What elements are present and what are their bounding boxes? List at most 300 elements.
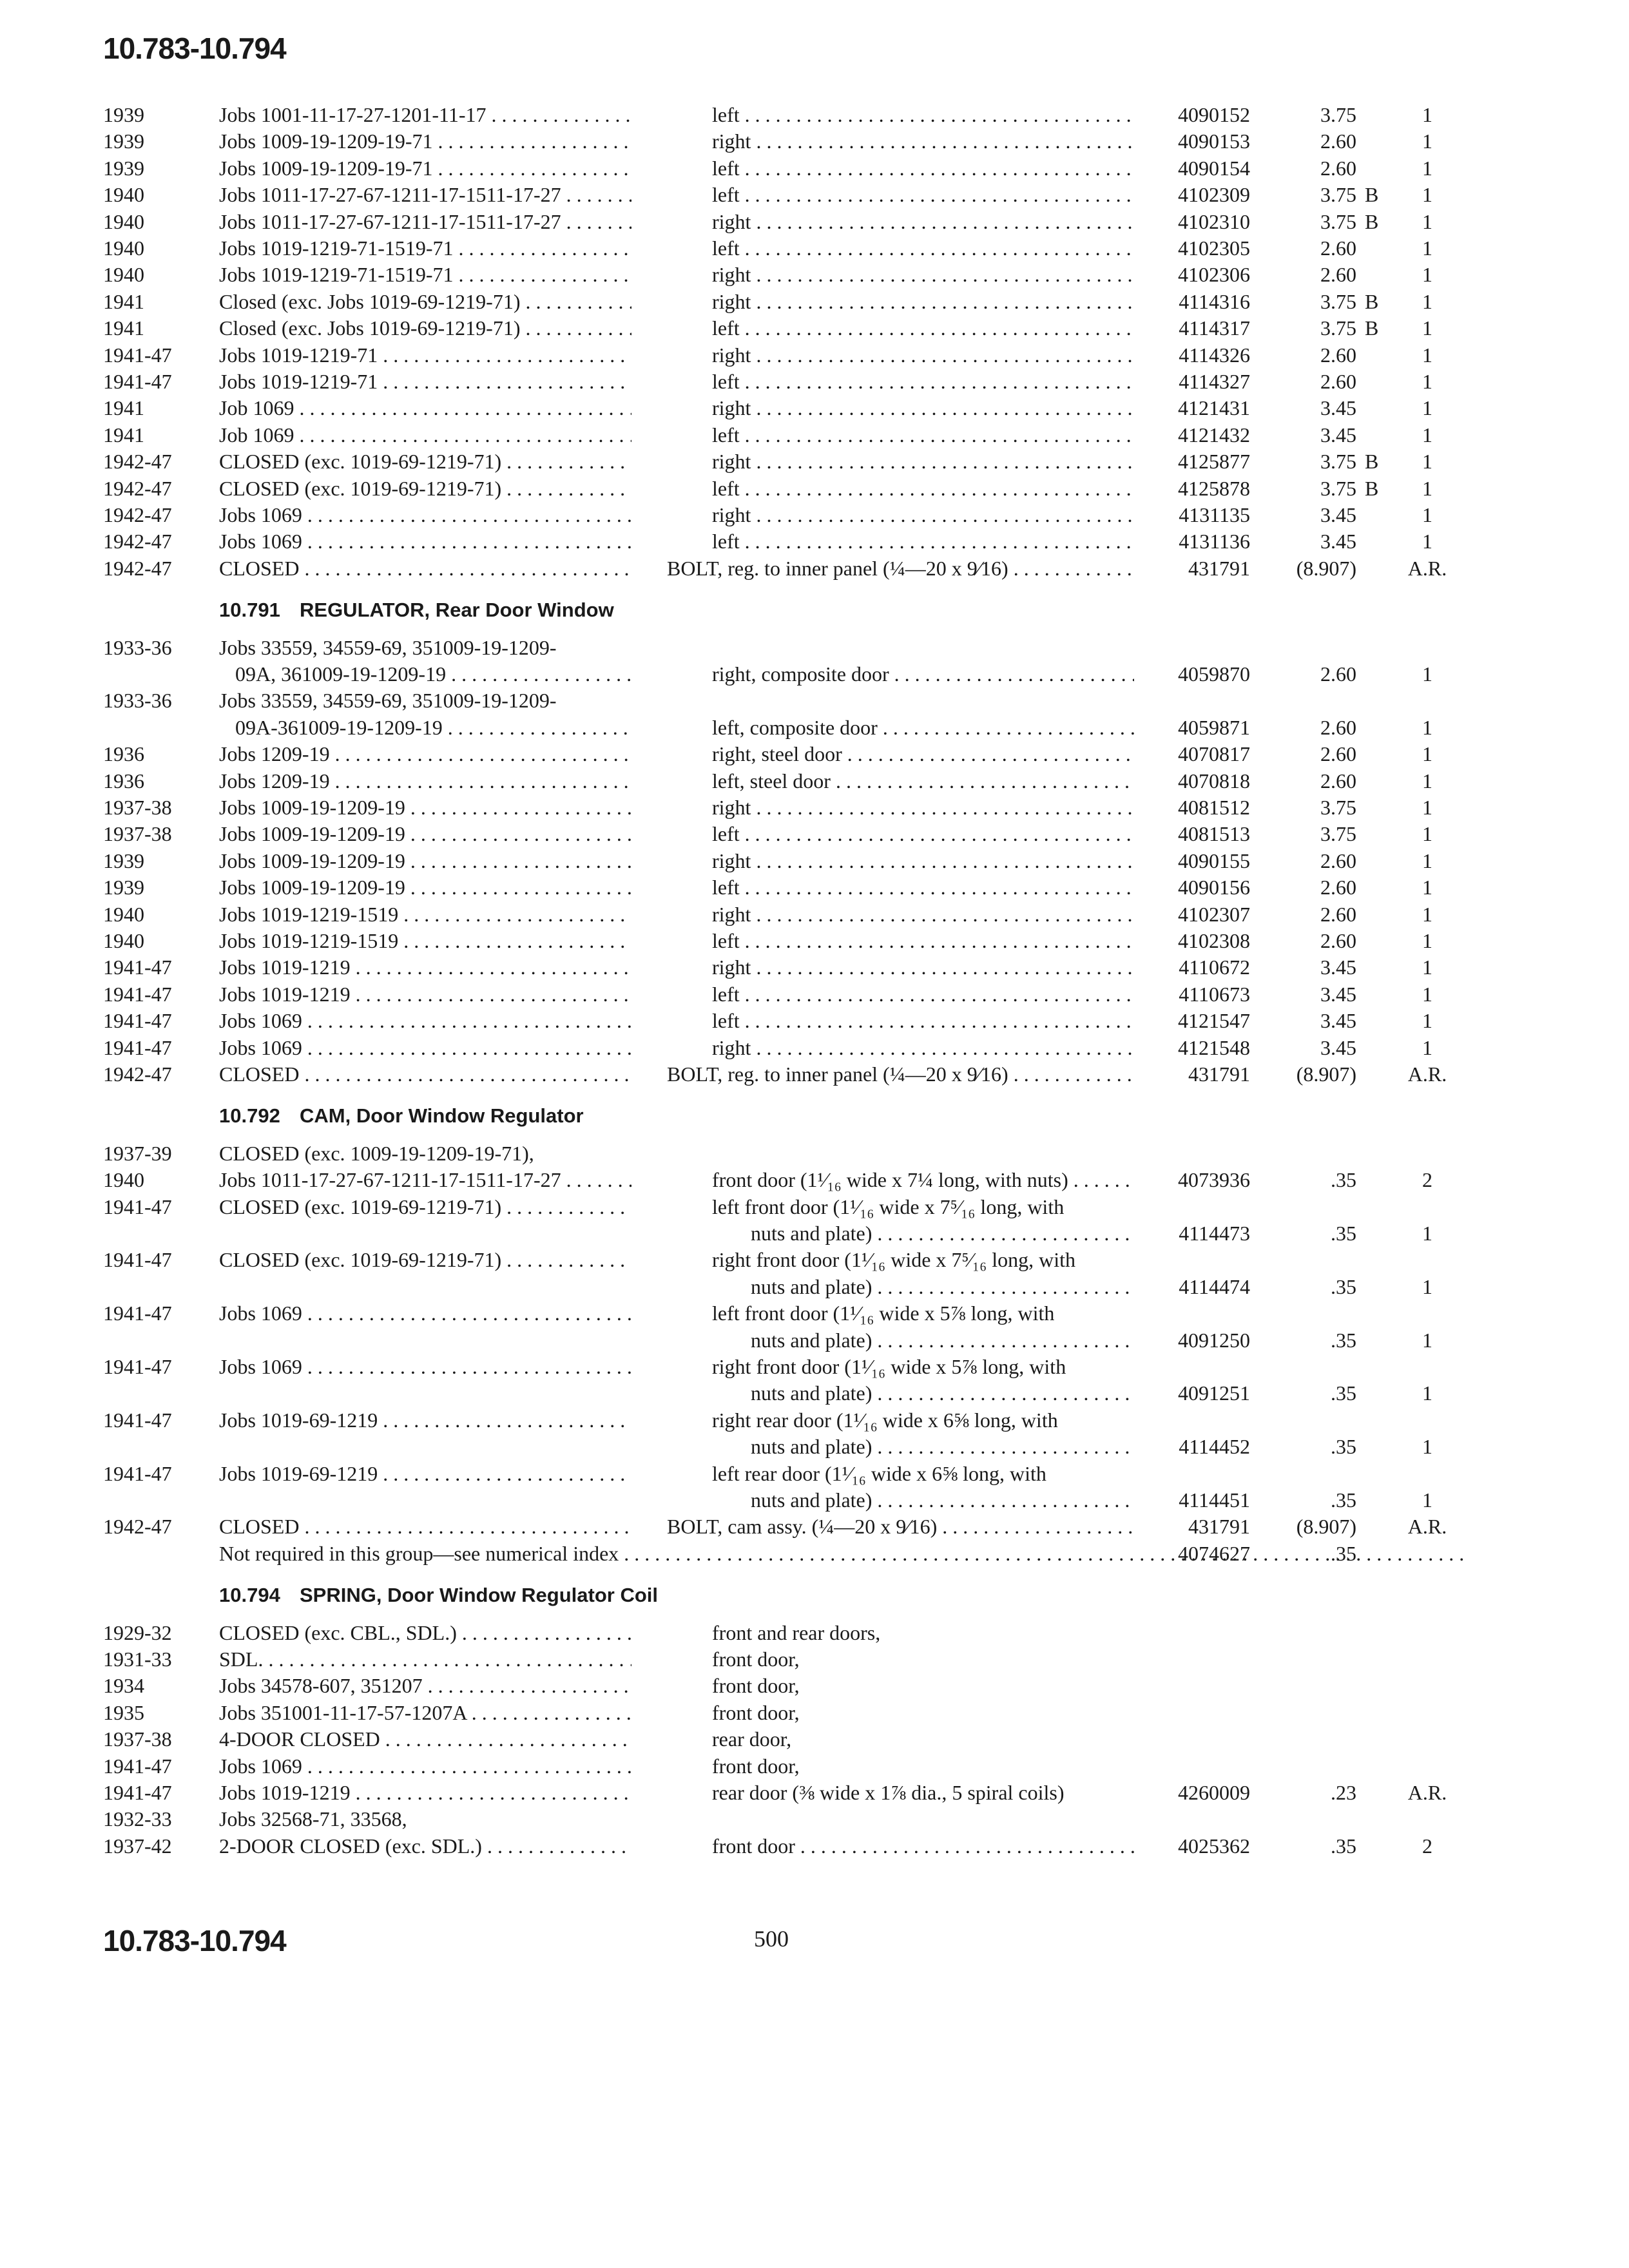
part-number: 4070817 [1178, 742, 1250, 766]
part-price: 2.60 [1320, 263, 1356, 287]
row-description: right . . . [712, 289, 1134, 314]
row-year: 1941-47 [103, 1355, 172, 1378]
row-description: right, steel door . . . [712, 741, 1134, 767]
row-year: 1941-47 [103, 1009, 172, 1033]
row-application: Closed (exc. Jobs 1019-69-1219-71) . . . [219, 315, 631, 341]
row-application: Jobs 1069 . . . [219, 1008, 631, 1033]
row-description: right . . . [712, 448, 1134, 474]
row-description: right . . . [712, 848, 1134, 874]
catalog-row [0, 1380, 1629, 1406]
catalog-row [0, 1140, 1629, 1166]
part-price: 2.60 [1320, 130, 1356, 153]
quantity: 1 [1422, 1488, 1432, 1512]
row-description: nuts and plate) . . . [751, 1434, 1134, 1459]
part-number: 4121548 [1178, 1035, 1250, 1059]
row-application: Jobs 1019-1219-71 . . . [219, 369, 631, 394]
catalog-row [0, 661, 1629, 687]
part-number: 431791 [1188, 1515, 1250, 1539]
row-application: Jobs 1011-17-27-67-1211-17-1511-17-27 . . . [219, 182, 631, 207]
row-year: 1940 [103, 902, 144, 926]
row-application: CLOSED . . . [219, 1061, 631, 1087]
part-number: 4114316 [1179, 289, 1250, 313]
row-application: Jobs 1019-1219-1519 . . . [219, 928, 631, 954]
quantity: 1 [1422, 715, 1432, 739]
row-description: left . . . [712, 182, 1134, 207]
row-description: left, steel door . . . [712, 768, 1134, 794]
row-year: 1936 [103, 769, 144, 793]
quantity: 1 [1422, 929, 1432, 952]
row-year: 1941-47 [103, 343, 172, 367]
row-application: Jobs 1019-1219-71-1519-71 . . . [219, 262, 631, 287]
part-number: 4073936 [1178, 1168, 1250, 1192]
part-number: 4090155 [1178, 849, 1250, 872]
row-year: 1941 [103, 316, 144, 340]
part-price: 3.45 [1320, 1035, 1356, 1059]
row-year: 1941 [103, 289, 144, 313]
catalog-row [0, 555, 1629, 581]
catalog-row [0, 1327, 1629, 1353]
row-application: Jobs 1209-19 . . . [219, 741, 631, 767]
price-flag: B [1365, 450, 1379, 474]
part-price: .35 [1331, 1488, 1356, 1512]
row-year: 1941-47 [103, 1461, 172, 1485]
catalog-row [0, 1354, 1629, 1379]
part-number: 4114327 [1179, 370, 1250, 393]
part-price: 3.75 [1320, 289, 1356, 313]
row-year: 1942-47 [103, 503, 172, 526]
row-description: left . . . [712, 476, 1134, 501]
row-application: Jobs 1009-19-1209-19 . . . [219, 821, 631, 847]
part-price: 2.60 [1320, 370, 1356, 393]
row-year: 1941-47 [103, 1754, 172, 1778]
row-description: right . . . [712, 954, 1134, 980]
part-price: 2.60 [1320, 662, 1356, 686]
part-number: 4114473 [1179, 1222, 1250, 1245]
catalog-row [0, 182, 1629, 207]
row-year: 1941 [103, 423, 144, 447]
row-application: 4-DOOR CLOSED . . . [219, 1726, 631, 1752]
row-description: front door, [712, 1674, 800, 1698]
part-price: 3.75 [1320, 209, 1356, 233]
catalog-row [0, 1620, 1629, 1646]
row-application: CLOSED (exc. 1019-69-1219-71) . . . [219, 1247, 631, 1273]
catalog-row [0, 342, 1629, 368]
catalog-row [0, 1300, 1629, 1326]
part-price: 3.45 [1320, 530, 1356, 553]
part-price: 3.45 [1320, 956, 1356, 979]
catalog-row [0, 1487, 1629, 1513]
row-application: Jobs 1009-19-1209-19 . . . [219, 794, 631, 820]
row-application: Jobs 1011-17-27-67-1211-17-1511-17-27 . . . [219, 209, 631, 235]
quantity: 1 [1422, 1274, 1432, 1298]
catalog-row [0, 1434, 1629, 1459]
part-price: .35 [1331, 1168, 1356, 1192]
row-year: 1937-39 [103, 1141, 172, 1165]
catalog-row [0, 235, 1629, 261]
row-application: Jobs 1019-1219 . . . [219, 981, 631, 1007]
row-year: 1942-47 [103, 1062, 172, 1086]
catalog-row [0, 1247, 1629, 1273]
catalog-row [0, 794, 1629, 820]
row-year: 1941-47 [103, 982, 172, 1006]
part-price: 3.75 [1320, 476, 1356, 500]
row-description: nuts and plate) . . . [751, 1220, 1134, 1246]
row-year: 1937-42 [103, 1834, 172, 1858]
catalog-row [0, 102, 1629, 128]
row-year: 1942-47 [103, 450, 172, 474]
part-price: 2.60 [1320, 236, 1356, 260]
row-year: 1940 [103, 236, 144, 260]
row-description: right . . . [712, 395, 1134, 421]
part-number: 4114474 [1179, 1274, 1250, 1298]
section-title: REGULATOR, Rear Door Window [300, 599, 614, 622]
part-number: 4125878 [1178, 476, 1250, 500]
quantity: 1 [1422, 849, 1432, 872]
row-application: Jobs 1009-19-1209-19 . . . [219, 874, 631, 900]
part-price: .35 [1331, 1834, 1356, 1858]
catalog-row [0, 476, 1629, 501]
row-description: left . . . [712, 235, 1134, 261]
catalog-row [0, 981, 1629, 1007]
row-year: 1936 [103, 742, 144, 766]
row-year: 1942-47 [103, 1515, 172, 1539]
part-number: 431791 [1188, 1062, 1250, 1086]
quantity: 1 [1422, 662, 1432, 686]
catalog-row [0, 635, 1629, 660]
row-year: 1942-47 [103, 556, 172, 580]
catalog-row [0, 528, 1629, 554]
price-flag: B [1365, 476, 1379, 500]
row-year: 1933-36 [103, 689, 172, 713]
row-year: 1931-33 [103, 1648, 172, 1671]
part-number: 4102309 [1178, 183, 1250, 207]
row-description: front door, [712, 1754, 800, 1778]
row-description: left . . . [712, 422, 1134, 448]
catalog-row [0, 1035, 1629, 1061]
price-flag: B [1365, 289, 1379, 313]
part-price: (8.907) [1296, 556, 1356, 580]
catalog-row [0, 422, 1629, 448]
part-number: 4114452 [1179, 1435, 1250, 1459]
section-title: SPRING, Door Window Regulator Coil [300, 1584, 658, 1607]
quantity: 1 [1422, 209, 1432, 233]
row-description: rear door, [712, 1727, 792, 1751]
part-price: .35 [1331, 1541, 1356, 1565]
section-heading [0, 597, 1629, 623]
row-description: nuts and plate) . . . [751, 1274, 1134, 1300]
catalog-row [0, 315, 1629, 341]
row-description: BOLT, cam assy. (¼—20 x 9⁄16) . . . [667, 1514, 1134, 1539]
row-year: 1935 [103, 1700, 144, 1724]
row-application: Jobs 33559, 34559-69, 351009-19-1209- [219, 635, 557, 659]
page-header-range: 10.783-10.794 [103, 32, 286, 65]
catalog-row [0, 821, 1629, 847]
catalog-row [0, 209, 1629, 235]
part-price: 2.60 [1320, 343, 1356, 367]
row-application: Not required in this group—see numerical index . . . [219, 1541, 1134, 1566]
part-number: 4110672 [1179, 956, 1250, 979]
row-year: 1941-47 [103, 1195, 172, 1218]
part-price: .23 [1331, 1781, 1356, 1804]
quantity: 1 [1422, 263, 1432, 287]
quantity: 1 [1422, 1035, 1432, 1059]
row-application: CLOSED . . . [219, 555, 631, 581]
row-application: Jobs 1009-19-1209-19 . . . [219, 848, 631, 874]
part-price: .35 [1331, 1274, 1356, 1298]
row-application: CLOSED (exc. 1019-69-1219-71) . . . [219, 448, 631, 474]
row-application: Jobs 1069 . . . [219, 528, 631, 554]
part-number: 4090152 [1178, 103, 1250, 126]
row-description: right rear door (1¹⁄₁₆ wide x 6⅝ long, with [712, 1408, 1058, 1432]
part-number: 4102310 [1178, 209, 1250, 233]
row-application: Jobs 1009-19-1209-19-71 . . . [219, 128, 631, 154]
quantity: 1 [1422, 503, 1432, 526]
quantity: 1 [1422, 982, 1432, 1006]
part-price: .35 [1331, 1222, 1356, 1245]
catalog-row [0, 1407, 1629, 1433]
row-year: 1941 [103, 396, 144, 420]
part-price: 2.60 [1320, 902, 1356, 926]
row-year: 1941-47 [103, 1302, 172, 1325]
part-number: 4091250 [1178, 1328, 1250, 1352]
part-number: 431791 [1188, 556, 1250, 580]
row-description: left . . . [712, 102, 1134, 128]
part-price: 3.45 [1320, 503, 1356, 526]
quantity: 1 [1422, 396, 1432, 420]
catalog-row [0, 1061, 1629, 1087]
row-application: Jobs 1001-11-17-27-1201-11-17 . . . [219, 102, 631, 128]
part-price: 3.75 [1320, 796, 1356, 819]
row-application: Jobs 1019-1219-1519 . . . [219, 901, 631, 927]
row-description: right . . . [712, 209, 1134, 235]
part-number: 4260009 [1178, 1781, 1250, 1804]
row-year: 1937-38 [103, 796, 172, 819]
row-description: nuts and plate) . . . [751, 1380, 1134, 1406]
part-number: 4114317 [1179, 316, 1250, 340]
row-year: 1937-38 [103, 822, 172, 846]
row-application: CLOSED (exc. 1019-69-1219-71) . . . [219, 476, 631, 501]
part-price: 3.75 [1320, 183, 1356, 207]
part-number: 4121547 [1178, 1009, 1250, 1033]
catalog-row [0, 768, 1629, 794]
part-price: 2.60 [1320, 876, 1356, 899]
quantity: 1 [1422, 289, 1432, 313]
row-description: front door . . . [712, 1833, 1134, 1859]
part-number: 4090154 [1178, 156, 1250, 180]
part-number: 4131136 [1179, 530, 1250, 553]
row-description: right . . . [712, 262, 1134, 287]
part-price: 3.75 [1320, 450, 1356, 474]
quantity: A.R. [1407, 556, 1447, 580]
part-number: 4090156 [1178, 876, 1250, 899]
row-year: 1942-47 [103, 530, 172, 553]
part-price: (8.907) [1296, 1062, 1356, 1086]
catalog-row [0, 954, 1629, 980]
quantity: 1 [1422, 956, 1432, 979]
row-application: Jobs 1009-19-1209-19-71 . . . [219, 155, 631, 181]
row-application: 2-DOOR CLOSED (exc. SDL.) . . . [219, 1833, 631, 1859]
price-flag: B [1365, 209, 1379, 233]
row-application: Jobs 34578-607, 351207 . . . [219, 1673, 631, 1698]
catalog-row [0, 874, 1629, 900]
row-year: 1934 [103, 1674, 144, 1698]
row-description: right . . . [712, 502, 1134, 528]
row-application: CLOSED . . . [219, 1514, 631, 1539]
part-price: 3.45 [1320, 982, 1356, 1006]
part-price: 2.60 [1320, 156, 1356, 180]
row-description: left . . . [712, 821, 1134, 847]
catalog-row [0, 1541, 1629, 1566]
row-description: nuts and plate) . . . [751, 1487, 1134, 1513]
row-description: left . . . [712, 369, 1134, 394]
row-application: CLOSED (exc. 1019-69-1219-71) . . . [219, 1194, 631, 1220]
part-price: .35 [1331, 1435, 1356, 1459]
row-application: Jobs 1069 . . . [219, 502, 631, 528]
quantity: 1 [1422, 156, 1432, 180]
page-footer-range: 10.783-10.794 [103, 1924, 286, 1957]
row-description: BOLT, reg. to inner panel (¼—20 x 9⁄16) . . . [667, 555, 1134, 581]
page-number: 500 [754, 1926, 789, 1952]
row-application: Jobs 1069 . . . [219, 1753, 631, 1779]
row-year: 1941-47 [103, 1248, 172, 1272]
part-number: 4081512 [1178, 796, 1250, 819]
part-number: 4091251 [1178, 1381, 1250, 1405]
row-application: Jobs 1069 . . . [219, 1035, 631, 1061]
catalog-row [0, 1780, 1629, 1805]
part-price: 2.60 [1320, 769, 1356, 793]
row-application: Jobs 1019-1219-71-1519-71 . . . [219, 235, 631, 261]
price-flag: B [1365, 316, 1379, 340]
row-application: Jobs 33559, 34559-69, 351009-19-1209- [219, 689, 557, 713]
quantity: 1 [1422, 1381, 1432, 1405]
row-year: 1939 [103, 103, 144, 126]
quantity: 1 [1422, 1009, 1432, 1033]
row-description: right, composite door . . . [712, 661, 1134, 687]
catalog-row [0, 1461, 1629, 1486]
catalog-row [0, 1194, 1629, 1220]
row-year: 1940 [103, 1168, 144, 1192]
row-description: right front door (1¹⁄₁₆ wide x 5⅞ long, with [712, 1355, 1066, 1378]
catalog-row [0, 901, 1629, 927]
row-description: right . . . [712, 1035, 1134, 1061]
quantity: 1 [1422, 742, 1432, 766]
row-year: 1939 [103, 876, 144, 899]
part-number: 4102306 [1178, 263, 1250, 287]
row-year: 1942-47 [103, 476, 172, 500]
row-description: left . . . [712, 528, 1134, 554]
row-application: Jobs 351001-11-17-57-1207A . . . [219, 1700, 631, 1725]
catalog-row [0, 1700, 1629, 1725]
section-title: CAM, Door Window Regulator [300, 1104, 584, 1128]
quantity: 1 [1422, 1435, 1432, 1459]
row-application: Jobs 32568-71, 33568, [219, 1807, 407, 1831]
part-price: .35 [1331, 1328, 1356, 1352]
part-price: 2.60 [1320, 929, 1356, 952]
row-description: rear door (⅜ wide x 1⅞ dia., 5 spiral coils) [712, 1781, 1065, 1804]
part-price: 3.45 [1320, 423, 1356, 447]
part-number: 4025362 [1178, 1834, 1250, 1858]
row-description: left front door (1¹⁄₁₆ wide x 5⅞ long, with [712, 1302, 1055, 1325]
row-application: Jobs 1019-1219 . . . [219, 1780, 631, 1805]
quantity: 1 [1422, 316, 1432, 340]
row-description: left . . . [712, 155, 1134, 181]
quantity: 1 [1422, 1222, 1432, 1245]
catalog-row [0, 1806, 1629, 1832]
row-application: SDL. . . . [219, 1646, 631, 1672]
catalog-row [0, 1167, 1629, 1193]
row-description: left . . . [712, 315, 1134, 341]
row-year: 1940 [103, 183, 144, 207]
row-year: 1939 [103, 156, 144, 180]
row-year: 1929-32 [103, 1620, 172, 1644]
part-number: 4131135 [1179, 503, 1250, 526]
catalog-row [0, 1726, 1629, 1752]
row-application: Jobs 1011-17-27-67-1211-17-1511-17-27 . . . [219, 1167, 631, 1193]
row-description: right . . . [712, 794, 1134, 820]
quantity: 1 [1422, 130, 1432, 153]
row-application: Jobs 1069 . . . [219, 1354, 631, 1379]
part-number: 4102308 [1178, 929, 1250, 952]
catalog-row [0, 928, 1629, 954]
row-year: 1940 [103, 929, 144, 952]
part-price: .35 [1331, 1381, 1356, 1405]
quantity: 1 [1422, 183, 1432, 207]
row-year: 1941-47 [103, 956, 172, 979]
quantity: 1 [1422, 822, 1432, 846]
catalog-row [0, 715, 1629, 740]
part-price: 3.45 [1320, 1009, 1356, 1033]
section-number: 10.794 [219, 1584, 280, 1607]
part-price: (8.907) [1296, 1515, 1356, 1539]
quantity: 1 [1422, 423, 1432, 447]
quantity: 1 [1422, 103, 1432, 126]
part-number: 4114326 [1179, 343, 1250, 367]
row-application: CLOSED (exc. 1009-19-1209-19-71), [219, 1141, 534, 1165]
catalog-row [0, 1833, 1629, 1859]
part-number: 4125877 [1178, 450, 1250, 474]
catalog-row [0, 262, 1629, 287]
catalog-row [0, 848, 1629, 874]
row-description: front door, [712, 1700, 800, 1724]
catalog-row [0, 1673, 1629, 1698]
quantity: 1 [1422, 876, 1432, 899]
quantity: A.R. [1407, 1515, 1447, 1539]
part-price: 3.75 [1320, 103, 1356, 126]
catalog-row [0, 369, 1629, 394]
quantity: 1 [1422, 343, 1432, 367]
quantity: A.R. [1407, 1781, 1447, 1804]
row-application: Jobs 1019-69-1219 . . . [219, 1461, 631, 1486]
catalog-row [0, 395, 1629, 421]
row-description: right front door (1¹⁄₁₆ wide x 7⁵⁄₁₆ long, with [712, 1248, 1075, 1272]
part-number: 4114451 [1179, 1488, 1250, 1512]
part-number: 4121431 [1178, 396, 1250, 420]
row-application: Job 1069 . . . [219, 422, 631, 448]
row-description: left, composite door . . . [712, 715, 1134, 740]
row-application: Closed (exc. Jobs 1019-69-1219-71) . . . [219, 289, 631, 314]
part-number: 4121432 [1178, 423, 1250, 447]
part-number: 4081513 [1178, 822, 1250, 846]
part-number: 4102305 [1178, 236, 1250, 260]
row-description: left . . . [712, 928, 1134, 954]
row-year: 1941-47 [103, 1781, 172, 1804]
row-description: left . . . [712, 1008, 1134, 1033]
catalog-row [0, 128, 1629, 154]
row-application: 09A, 361009-19-1209-19 . . . [235, 661, 631, 687]
price-flag: B [1365, 183, 1379, 207]
row-application: Job 1069 . . . [219, 395, 631, 421]
part-number: 4102307 [1178, 902, 1250, 926]
